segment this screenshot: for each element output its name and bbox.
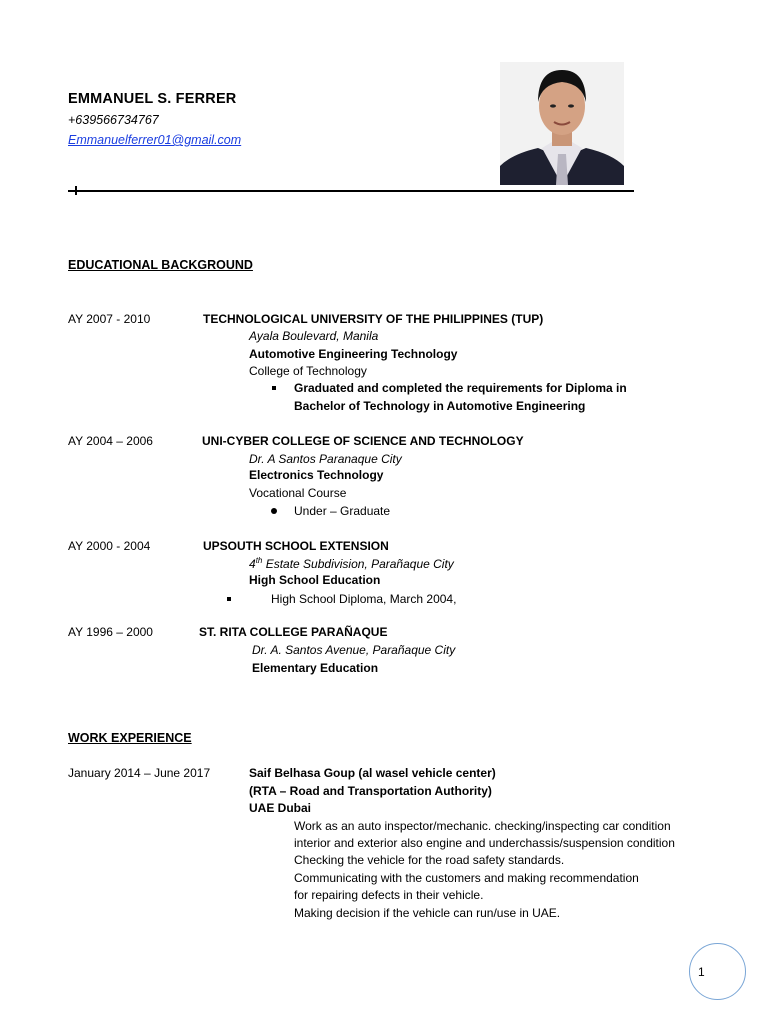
work-period: January 2014 – June 2017	[68, 766, 211, 780]
education-period: AY 2000 - 2004	[68, 539, 151, 553]
program-detail: College of Technology	[249, 364, 367, 378]
address-rest: Estate Subdivision, Parañaque City	[262, 557, 454, 571]
work-heading: WORK EXPERIENCE	[68, 731, 192, 745]
program-detail: Vocational Course	[249, 486, 347, 500]
duty-line: interior and exterior also engine and underchassis/suspension condition	[294, 836, 675, 850]
school-address: Dr. A Santos Paranaque City	[249, 452, 402, 466]
duty-line: Communicating with the customers and making recommendation	[294, 871, 639, 885]
program-name: Electronics Technology	[249, 468, 384, 482]
school-address: Dr. A. Santos Avenue, Parañaque City	[252, 643, 456, 657]
education-period: AY 2007 - 2010	[68, 312, 151, 326]
header-divider	[68, 190, 634, 192]
education-period: AY 2004 – 2006	[68, 434, 153, 448]
achievement-line: Bachelor of Technology in Automotive Engineering	[294, 399, 586, 413]
school-address: Ayala Boulevard, Manila	[249, 329, 379, 343]
school-address	[249, 556, 454, 571]
achievement-line: High School Diploma, March 2004,	[271, 592, 457, 606]
email-link[interactable]: Emmanuelferrer01@gmail.com	[68, 133, 242, 147]
phone-number: +639566734767	[68, 113, 159, 127]
school-name: UNI-CYBER COLLEGE OF SCIENCE AND TECHNOLOGY	[202, 434, 524, 448]
bullet-dot	[271, 508, 277, 514]
candidate-name: EMMANUEL S. FERRER	[68, 91, 237, 107]
divider-tick	[75, 186, 77, 195]
duty-line: for repairing defects in their vehicle.	[294, 888, 484, 902]
program-name: Elementary Education	[252, 661, 379, 675]
profile-photo	[500, 62, 624, 185]
address-number: 4	[249, 557, 256, 571]
duty-line: Work as an auto inspector/mechanic. checking/inspecting car condition	[294, 819, 671, 833]
program-name: High School Education	[249, 573, 381, 587]
page-number: 1	[698, 965, 705, 979]
company-name: Saif Belhasa Goup (al wasel vehicle center)	[249, 766, 496, 780]
education-period: AY 1996 – 2000	[68, 625, 153, 639]
address-ordinal: th	[255, 556, 263, 565]
achievement-line: Graduated and completed the requirements for Diploma in	[294, 381, 627, 395]
program-name: Automotive Engineering Technology	[249, 347, 458, 361]
company-authority: (RTA – Road and Transportation Authority)	[249, 784, 492, 798]
school-name: TECHNOLOGICAL UNIVERSITY OF THE PHILIPPINES (TUP)	[203, 312, 544, 326]
achievement-line: Under – Graduate	[294, 504, 391, 518]
duty-line: Checking the vehicle for the road safety standards.	[294, 853, 565, 867]
work-location: UAE Dubai	[249, 801, 312, 815]
bullet-square	[272, 386, 276, 390]
bullet-square	[227, 597, 231, 601]
education-heading: EDUCATIONAL BACKGROUND	[68, 258, 253, 272]
school-name: UPSOUTH SCHOOL EXTENSION	[203, 539, 389, 553]
duty-line: Making decision if the vehicle can run/use in UAE.	[294, 906, 561, 920]
school-name: ST. RITA COLLEGE PARAÑAQUE	[199, 625, 388, 639]
